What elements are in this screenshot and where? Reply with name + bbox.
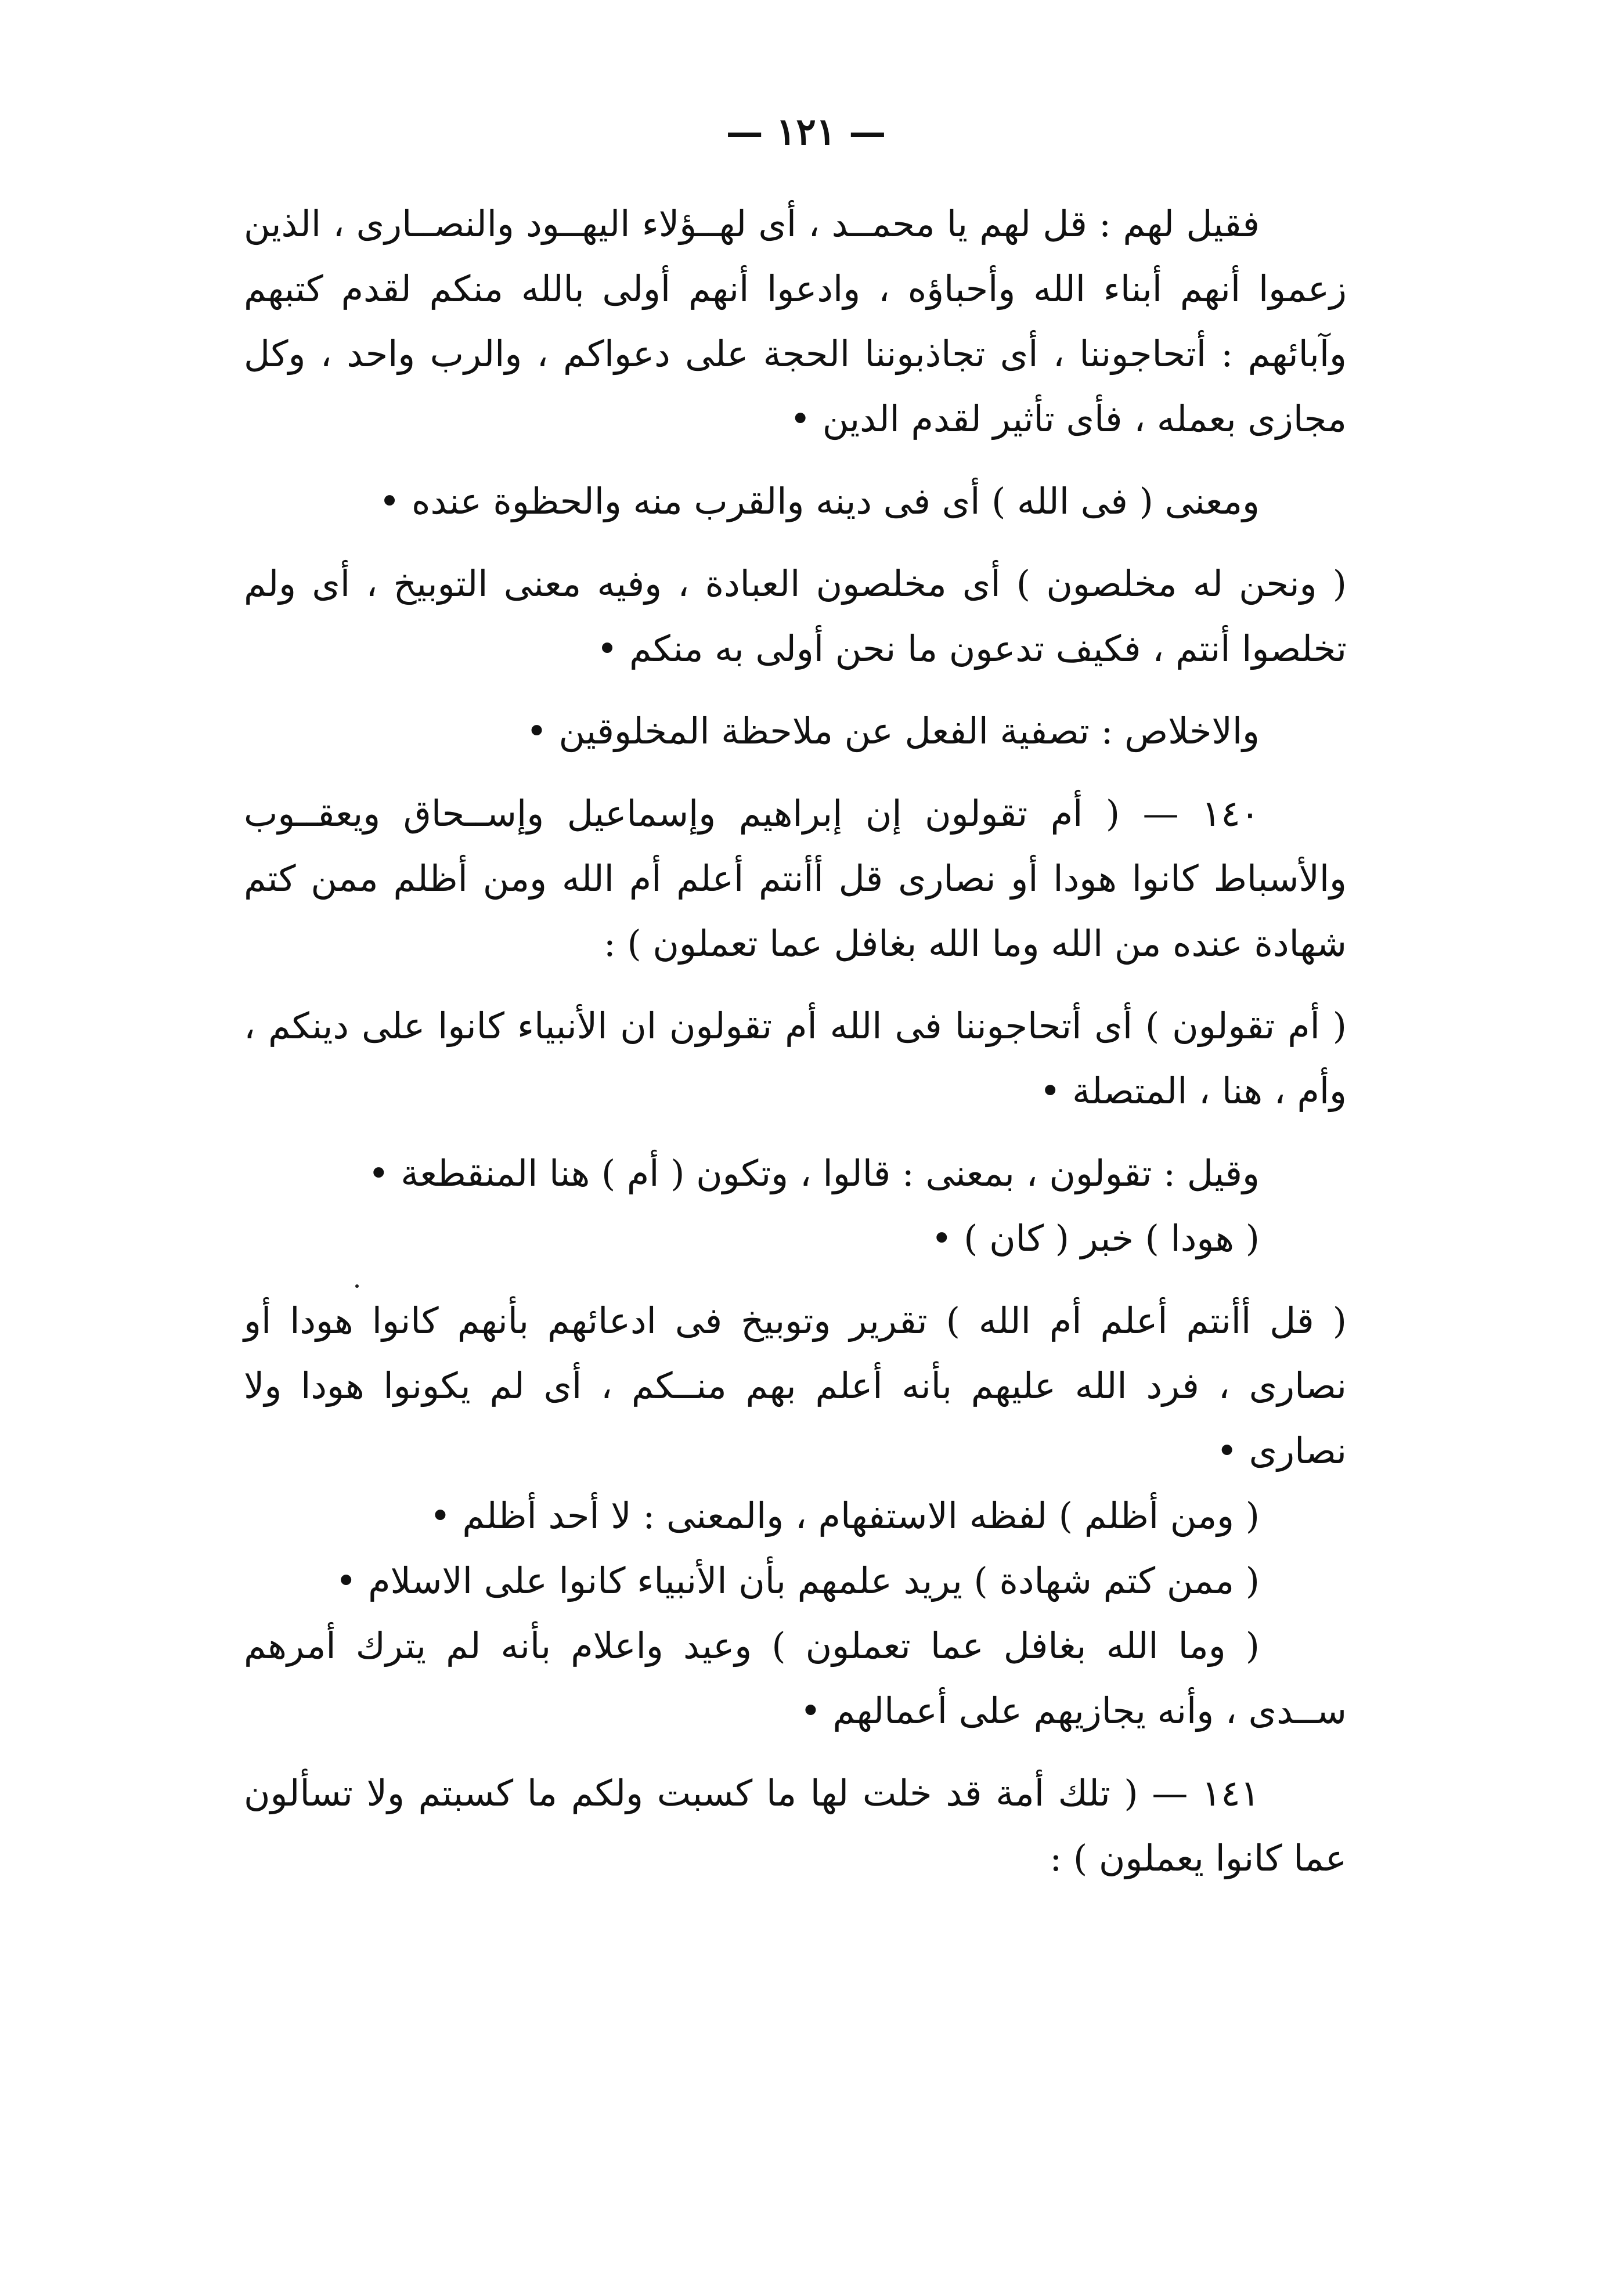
paragraph-10: ( ومن أظلم ) لفظه الاستفهام ، والمعنى : لا أحد أظلم • — [430, 1494, 1260, 1537]
paragraph-4: والاخلاص : تصفية الفعل عن ملاحظة المخلوقين • — [526, 710, 1260, 752]
paragraph-8: ( هودا ) خبر ( كان ) • — [931, 1217, 1260, 1259]
paragraph-12: ( وما الله بغافل عما تعملون ) وعيد واعلام بأنه لم يترك أمرهم ســدى ، وأنه يجازيهم على أعمالهم • — [244, 1624, 1347, 1732]
paragraph-11: ( ممن كتم شهادة ) يريد علمهم بأن الأنبياء كانوا على الاسلام • — [335, 1559, 1260, 1602]
paragraph-6: ( أم تقولون ) أى أتحاجوننا فى الله أم تقولون ان الأنبياء كانوا على دينكم ، وأم ، هنا ، المتصلة • — [244, 1005, 1347, 1112]
paragraph-1: فقيل لهم : قل لهم يا محمــد ، أى لهــؤلاء اليهــود والنصــارى ، الذين زعموا أنهم أبناء الله وأحباؤه ، وادعوا أنهم أولى بالله منكم لقدم كتبهم وآبائهم : أتحاجوننا ، أى تجاذبوننا الحجة على دعواكم ، والرب واحد ، وكل مجازى بعمله ، فأى تأثير لقدم الدين • — [244, 203, 1347, 440]
paragraph-2: ومعنى ( فى الله ) أى فى دينه والقرب منه والحظوة عنده • — [378, 480, 1260, 522]
verse-140: ١٤٠ — ( أم تقولون إن إبراهيم وإسماعيل وإســحاق ويعقــوب والأسباط كانوا هودا أو نصارى قل أأنتم أعلم أم الله ومن أظلم ممن كتم شهادة عنده من الله وما الله بغافل عما تعملون ) : — [244, 792, 1347, 965]
page-number: — ١٢١ — — [726, 110, 886, 154]
paragraph-9: ( قل أأنتم أعلم أم الله ) تقرير وتوبيخ فى ادعائهم بأنهم كانوا هودا أو نصارى ، فرد الله عليهم بأنه أعلم بهم منــكم ، أى لم يكونوا هودا ولا نصارى • — [244, 1299, 1347, 1472]
verse-141: ١٤١ — ( تلك أمة قد خلت لها ما كسبت ولكم ما كسبتم ولا تسألون عما كانوا يعملون ) : — [244, 1772, 1347, 1879]
paragraph-7: وقيل : تقولون ، بمعنى : قالوا ، وتكون ( أم ) هنا المنقطعة • — [367, 1152, 1260, 1194]
page-body-text — [244, 192, 1347, 1891]
paragraph-3: ( ونحن له مخلصون ) أى مخلصون العبادة ، وفيه معنى التوبيخ ، أى ولم تخلصوا أنتم ، فكيف تدعون ما نحن أولى به منكم • — [244, 562, 1347, 670]
scan-speck — [355, 1284, 359, 1288]
